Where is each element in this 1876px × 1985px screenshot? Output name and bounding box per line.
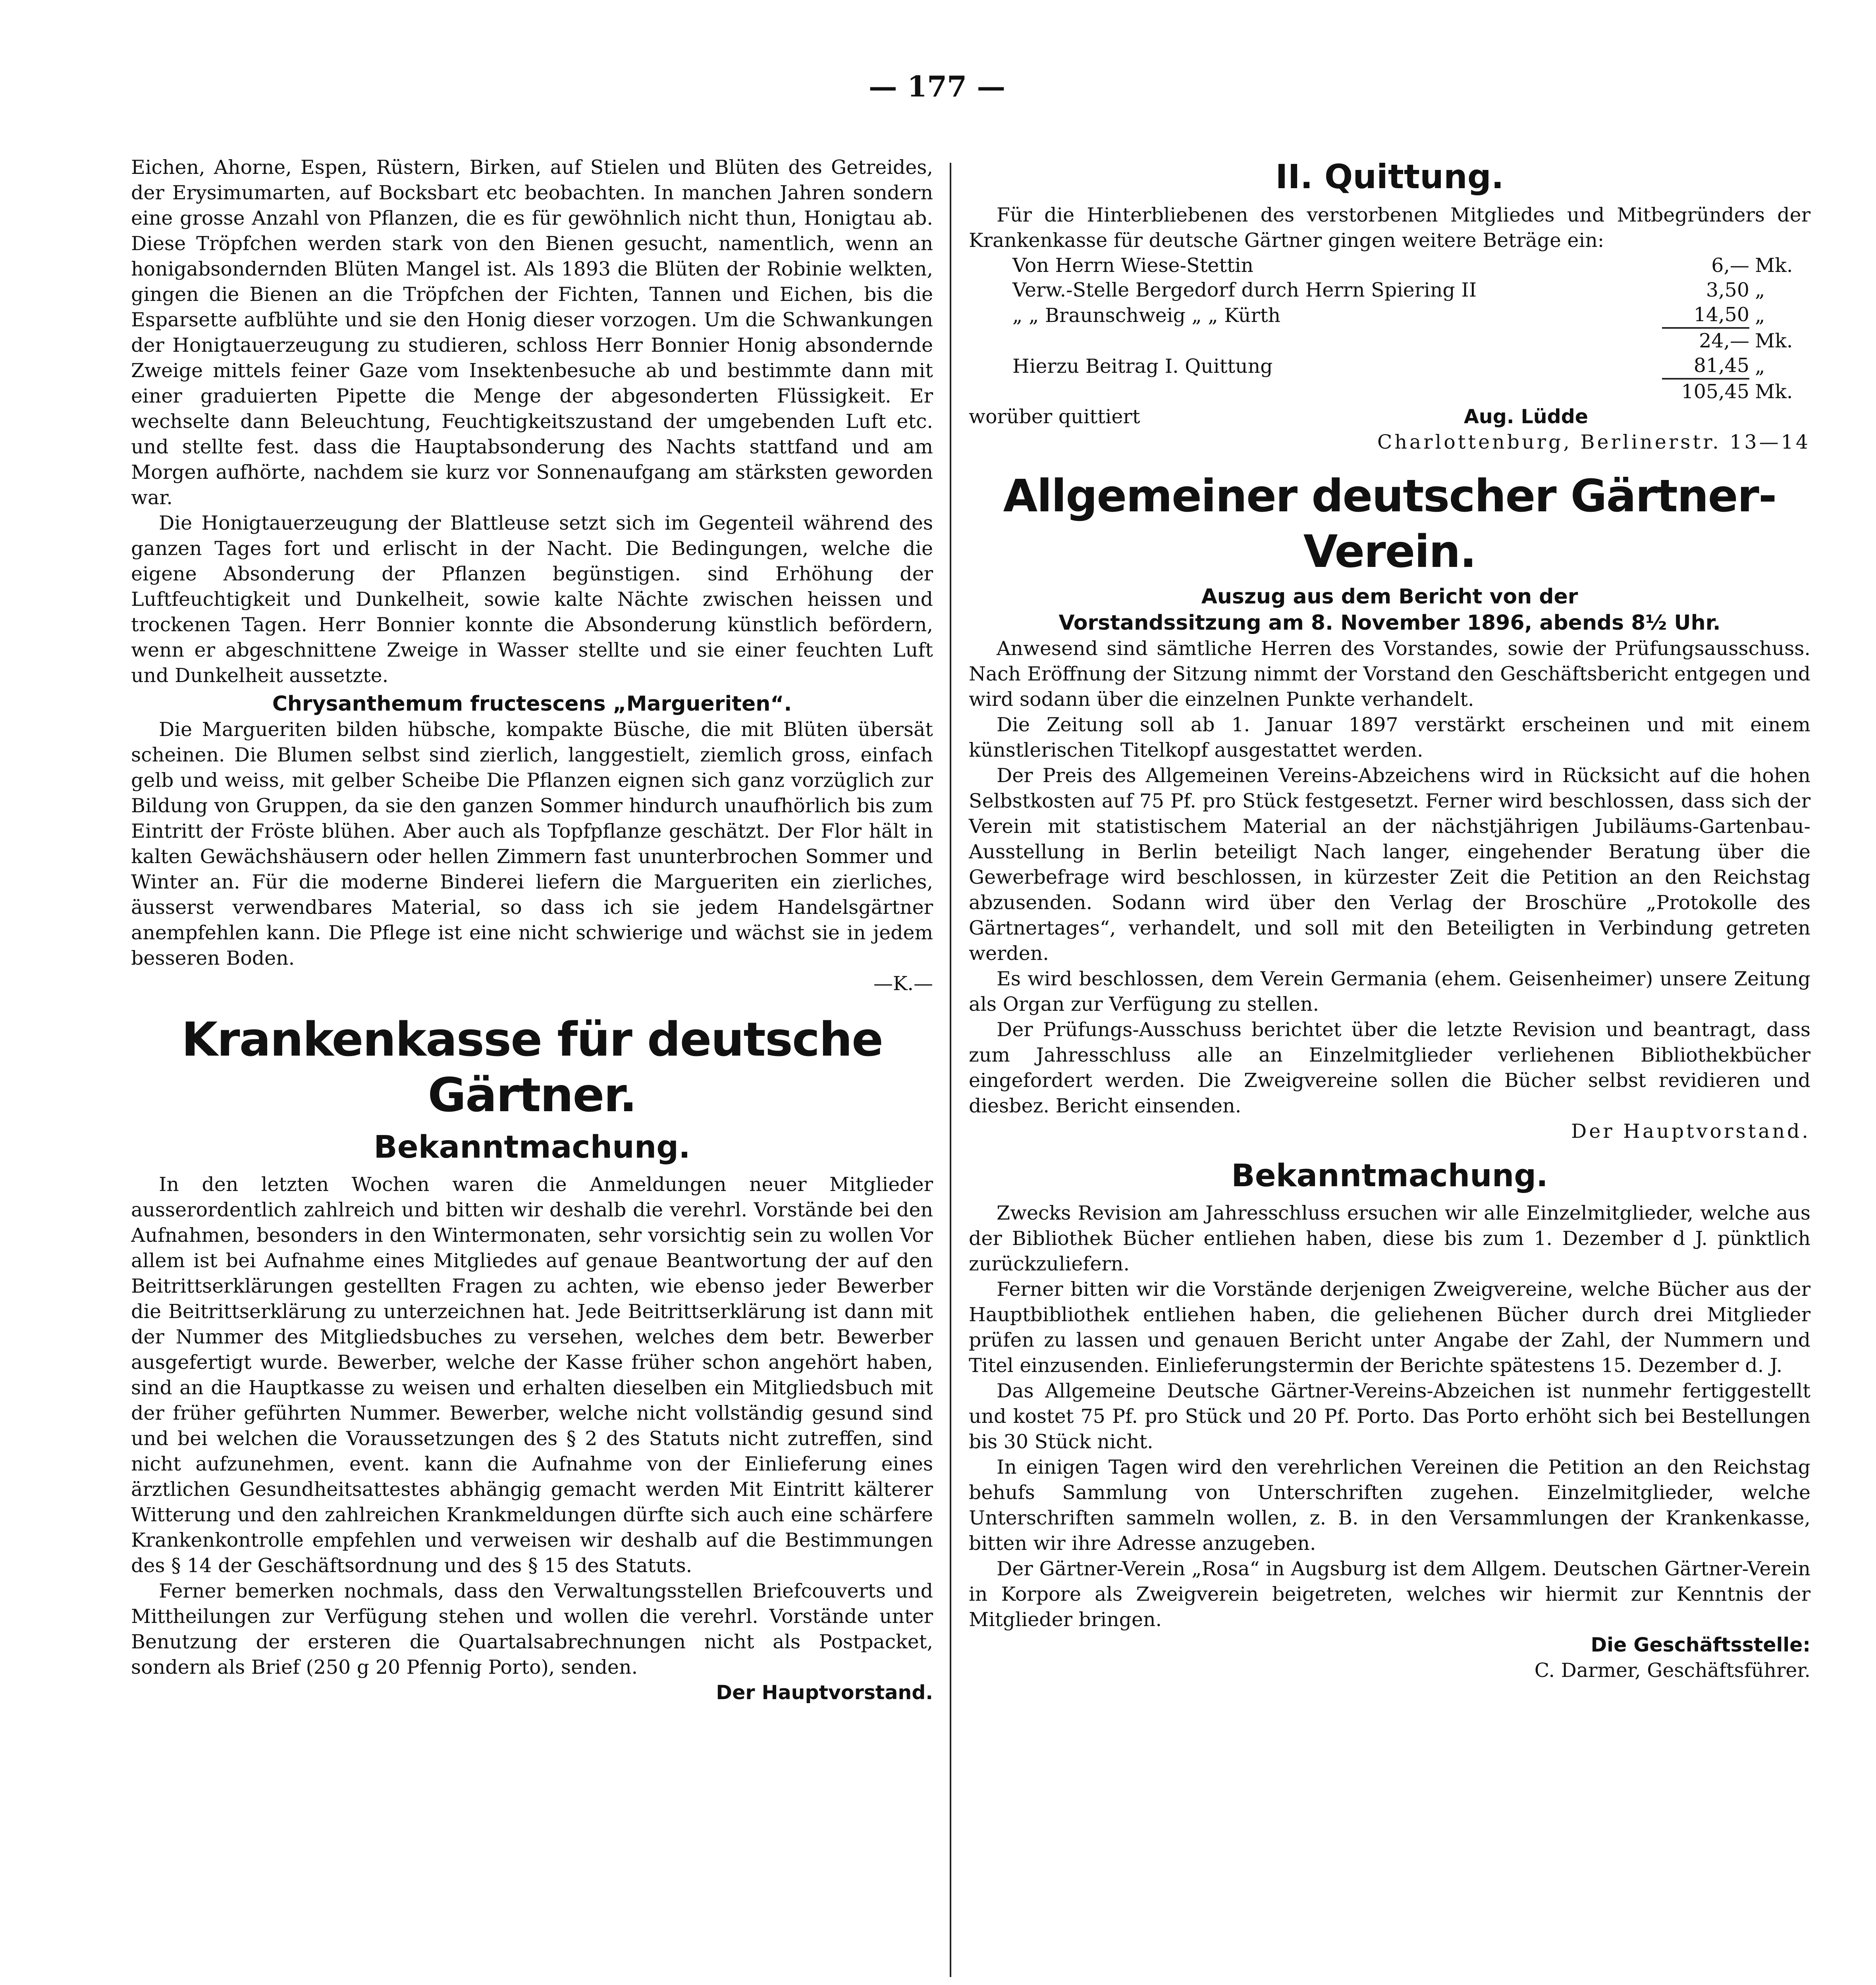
- quittung-unit: „: [1755, 355, 1765, 378]
- table-row: [1012, 353, 1807, 379]
- quittung-footer-address: Charlottenburg, Berlinerstr. 13—14: [1377, 431, 1810, 453]
- quittung-unit: Mk.: [1755, 330, 1793, 352]
- bekanntmachung-heading: Bekanntmachung.: [1231, 1158, 1548, 1194]
- page-number: — 177 —: [868, 69, 1006, 103]
- quittung-text: Von Herrn Wiese-Stettin: [1012, 254, 1253, 277]
- quittung-unit: „: [1755, 304, 1765, 327]
- chrysanthemum-signature: —K.—: [873, 972, 933, 995]
- verein-paragraph: Anwesend sind sämtliche Herren des Vorstandes, sowie der Prüfungsausschuss. Nach Eröffnung der Sitzung nimmt der Vorstand den Geschäftsbericht entgegen und wird sodann über die einzelnen Punkte verhandelt.: [969, 637, 1810, 711]
- table-row: [1012, 379, 1807, 404]
- quittung-heading: II. Quittung.: [1275, 157, 1504, 196]
- verein-signature: Der Hauptvorstand.: [1571, 1120, 1810, 1143]
- verein-heading: Allgemeiner deutscher Gärtner-Verein.: [1003, 470, 1776, 578]
- quittung-text: [1012, 379, 1662, 404]
- verein-subheading: Auszug aus dem Bericht von der: [1201, 585, 1578, 609]
- quittung-amount: 81,45: [1662, 353, 1749, 379]
- quittung-text: Verw.-Stelle Bergedorf durch Herrn Spiering II: [1012, 279, 1477, 301]
- verein-paragraph: Der Preis des Allgemeinen Vereins-Abzeichens wird in Rücksicht auf die hohen Selbstkosten auf 75 Pf. pro Stück festgesetzt. Ferner wird beschlossen, dass sich der Verein mit statistischem Material an der nächstjährigen Jubiläums-Gartenbau-Ausstellung in Berlin beteiligt Nach langer, eingehender Beratung über die Gewerbefrage wird beschlossen, in kürzester Zeit die Petition an den Reichstag abzusenden. Sodann wird über den Verlag der Broschüre „Protokolle des Gärtnertages“, verhandelt, und soll mit den Beteiligten in Verbindung getreten werden.: [969, 764, 1810, 965]
- table-row: [1012, 253, 1807, 278]
- table-row: [1012, 328, 1807, 353]
- quittung-amount: 24,—: [1699, 330, 1749, 352]
- quittung-table: [1012, 253, 1807, 404]
- verein-paragraph: Es wird beschlossen, dem Verein Germania (ehem. Geisenheimer) unsere Zeitung als Organ zur Verfügung zu stellen.: [969, 967, 1810, 1016]
- article-paragraph: Eichen, Ahorne, Espen, Rüstern, Birken, auf Stielen und Blüten des Getreides, der Erysimumarten, auf Bocksbart etc beobachten. In manchen Jahren sondern eine grosse Anzahl von Pflanzen, die es für gewöhnlich nicht thun, Honigtau ab. Diese Tröpfchen werden stark von den Bienen gesucht, namentlich, wenn an honigabsondernden Blüten Mangel ist. Als 1893 die Blüten der Robinie welkten, gingen die Bienen an die Tröpfchen der Fichten, Tannen und Eichen, bis die Esparsette aufblühte und sie den Honig dieser vorzogen. Um die Schwankungen der Honigtauerzeugung zu studieren, schloss Herr Bonnier Honig absondernde Zweige mittels feiner Gaze vom Insektenbesuche ab und bestimmte dann mit einer graduierten Pipette die Menge der abgesonderten Flüssigkeit. Er wechselte dann Beleuchtung, Feuchtigkeitszustand der umgebenden Luft etc. und stellte fest. dass die Hauptabsonderung des Nachts stattfand und am Morgen aufhörte, nachdem sie kurz vor Sonnenaufgang am stärksten geworden war.: [131, 156, 933, 509]
- quittung-unit: Mk.: [1755, 254, 1793, 277]
- table-row: [1012, 278, 1807, 303]
- table-row: [1012, 303, 1807, 328]
- bekanntmachung-signature-name: C. Darmer, Geschäftsführer.: [1534, 1659, 1810, 1682]
- bekanntmachung-paragraph: In einigen Tagen wird den verehrlichen Vereinen die Petition an den Reichstag behufs Sammlung von Unterschriften zugehen. Einzelmitglieder, welche Unterschriften sammeln wollen, z. B. in den Versammlungen der Krankenkasse, bitten wir ihre Adresse anzugeben.: [969, 1456, 1810, 1555]
- quittung-intro: Für die Hinterbliebenen des verstorbenen Mitgliedes und Mitbegründers der Krankenkasse für deutsche Gärtner gingen weitere Beträge ein:: [969, 204, 1810, 252]
- krankenkasse-signature: Der Hauptvorstand.: [716, 1681, 933, 1704]
- quittung-text: „ „ Braunschweig „ „ Kürth: [1012, 304, 1281, 327]
- quittung-text: [1012, 328, 1662, 353]
- bekanntmachung-signature: Die Geschäftsstelle:: [1591, 1634, 1810, 1656]
- verein-paragraph: Die Zeitung soll ab 1. Januar 1897 verstärkt erscheinen und mit einem künstlerischen Titelkopf ausgestattet werden.: [969, 713, 1810, 761]
- quittung-unit: „: [1755, 279, 1765, 301]
- krankenkasse-paragraph: Ferner bemerken nochmals, dass den Verwaltungsstellen Briefcouverts und Mittheilungen zur Verfügung stehen und wollen die verehrl. Vorstände unter Benutzung der ersteren die Quartalsabrechnungen nicht als Postpacket, sondern als Brief (250 g 20 Pfennig Porto), senden.: [131, 1580, 933, 1679]
- krankenkasse-paragraph: In den letzten Wochen waren die Anmeldungen neuer Mitglieder ausserordentlich zahlreich und bitten wir deshalb die verehrl. Vorstände bei den Aufnahmen, besonders in den Wintermonaten, sehr vorsichtig sein zu wollen Vor allem ist bei Aufnahme eines Mitgliedes auf genaue Beantwortung der auf den Beitrittserklärungen gestellten Fragen zu achten, wie ebenso jeder Bewerber die Beitrittserklärung zu unterzeichnen hat. Jede Beitrittserklärung ist dann mit der Nummer des Mitgliedsbuches zu versehen, welches dem betr. Bewerber ausgefertigt wurde. Bewerber, welche der Kasse früher schon angehört haben, sind an die Hauptkasse zu weisen und erhalten dieselben ein Mitgliedsbuch mit der früher geführten Nummer. Bewerber, welche nicht vollständig gesund sind und bei welchen die Voraussetzungen des § 2 des Statuts nicht zutreffen, sind nicht aufzunehmen, event. kann die Aufnahme von der Einlieferung eines ärztlichen Gesundheitsattestes abhängig gemacht werden Mit Eintritt kälterer Witterung und den zahlreichen Krankmeldungen dürfte sich auch eine schärfere Krankenkontrolle empfehlen und verweisen wir deshalb auf die Bestimmungen des § 14 der Geschäftsordnung und des § 15 des Statuts.: [131, 1173, 933, 1577]
- bekanntmachung-paragraph: Ferner bitten wir die Vorstände derjenigen Zweigvereine, welche Bücher aus der Hauptbibliothek entliehen haben, die geliehenen Bücher durch drei Mitglieder prüfen zu lassen und genauen Bericht unter Angabe der Zahl, der Nummern und Titel einzusenden. Einlieferungstermin der Berichte spätestens 15. Dezember d. J.: [969, 1278, 1810, 1377]
- left-column: [131, 155, 933, 1706]
- article-paragraph: Die Honigtauerzeugung der Blattleuse setzt sich im Gegenteil während des ganzen Tages fort und erlischt in der Nacht. Die Bedingungen, welche die eigene Absonderung der Pflanzen begünstigen. sind Erhöhung der Luftfeuchtigkeit und Dunkelheit, sowie kalte Nächte zwischen heissen und trockenen Tagen. Herr Bonnier konnte die Absonderung künstlich befördern, wenn er abgeschnittene Zweige in Wasser stellte und sie einer feuchten Luft und Dunkelheit aussetzte.: [131, 512, 933, 687]
- quittung-amount: 14,50: [1662, 303, 1749, 328]
- chrysanthemum-heading: Chrysanthemum fructescens „Margueriten“.: [272, 692, 792, 716]
- krankenkasse-subheading: Bekanntmachung.: [374, 1129, 690, 1165]
- quittung-footer: [969, 404, 1810, 430]
- quittung-footer-name: Aug. Lüdde: [1463, 405, 1588, 428]
- krankenkasse-heading: Krankenkasse für deutsche Gärtner.: [181, 1012, 883, 1122]
- right-column: [969, 155, 1810, 1683]
- quittung-amount: 3,50: [1706, 279, 1749, 301]
- chrysanthemum-paragraph: Die Margueriten bilden hübsche, kompakte Büsche, die mit Blüten übersät scheinen. Die Blumen selbst sind zierlich, langgestielt, ziemlich gross, einfach gelb und weiss, mit gelber Scheibe Die Pflanzen eignen sich ganz vorzüglich zur Bildung von Gruppen, da sie den ganzen Sommer hindurch unaufhörlich bis zum Eintritt der Fröste blühen. Aber auch als Topfpflanze geschätzt. Der Flor hält in kalten Gewächshäusern oder hellen Zimmern fast ununterbrochen Sommer und Winter an. Für die moderne Binderei liefern die Margueriten ein zierliches, äusserst verwendbares Material, so dass ich sie jedem Handelsgärtner anempfehlen kann. Die Pflege ist eine nicht schwierige und wächst sie in jedem besseren Boden.: [131, 718, 933, 969]
- quittung-footer-left: worüber quittiert: [969, 405, 1140, 428]
- bekanntmachung-paragraph: Zwecks Revision am Jahresschluss ersuchen wir alle Einzelmitglieder, welche aus der Bibliothek Bücher entliehen haben, diese bis zum 1. Dezember d J. pünktlich zurückzuliefern.: [969, 1202, 1810, 1275]
- verein-paragraph: Der Prüfungs-Ausschuss berichtet über die letzte Revision und beantragt, dass zum Jahresschluss alle an Einzelmitglieder verliehenen Bibliothekbücher eingefordert werden. Die Zweigvereine sollen die Bücher selbst revidieren und diesbez. Bericht einsenden.: [969, 1018, 1810, 1117]
- column-divider: [950, 163, 951, 1977]
- quittung-text: Hierzu Beitrag I. Quittung: [1012, 355, 1273, 378]
- quittung-amount: 105,45: [1681, 380, 1749, 403]
- bekanntmachung-paragraph: Der Gärtner-Verein „Rosa“ in Augsburg ist dem Allgem. Deutschen Gärtner-Verein in Korpore als Zweigverein beigetreten, welches wir hiermit zur Kenntnis der Mitglieder bringen.: [969, 1557, 1810, 1631]
- quittung-amount: 6,—: [1711, 254, 1749, 277]
- bekanntmachung-paragraph: Das Allgemeine Deutsche Gärtner-Vereins-Abzeichen ist nunmehr fertiggestellt und kostet 75 Pf. pro Stück und 20 Pf. Porto. Das Porto erhöht sich bei Bestellungen bis 30 Stück nicht.: [969, 1380, 1810, 1453]
- quittung-unit: Mk.: [1755, 380, 1793, 403]
- verein-subheading-date: Vorstandssitzung am 8. November 1896, abends 8½ Uhr.: [1059, 611, 1721, 635]
